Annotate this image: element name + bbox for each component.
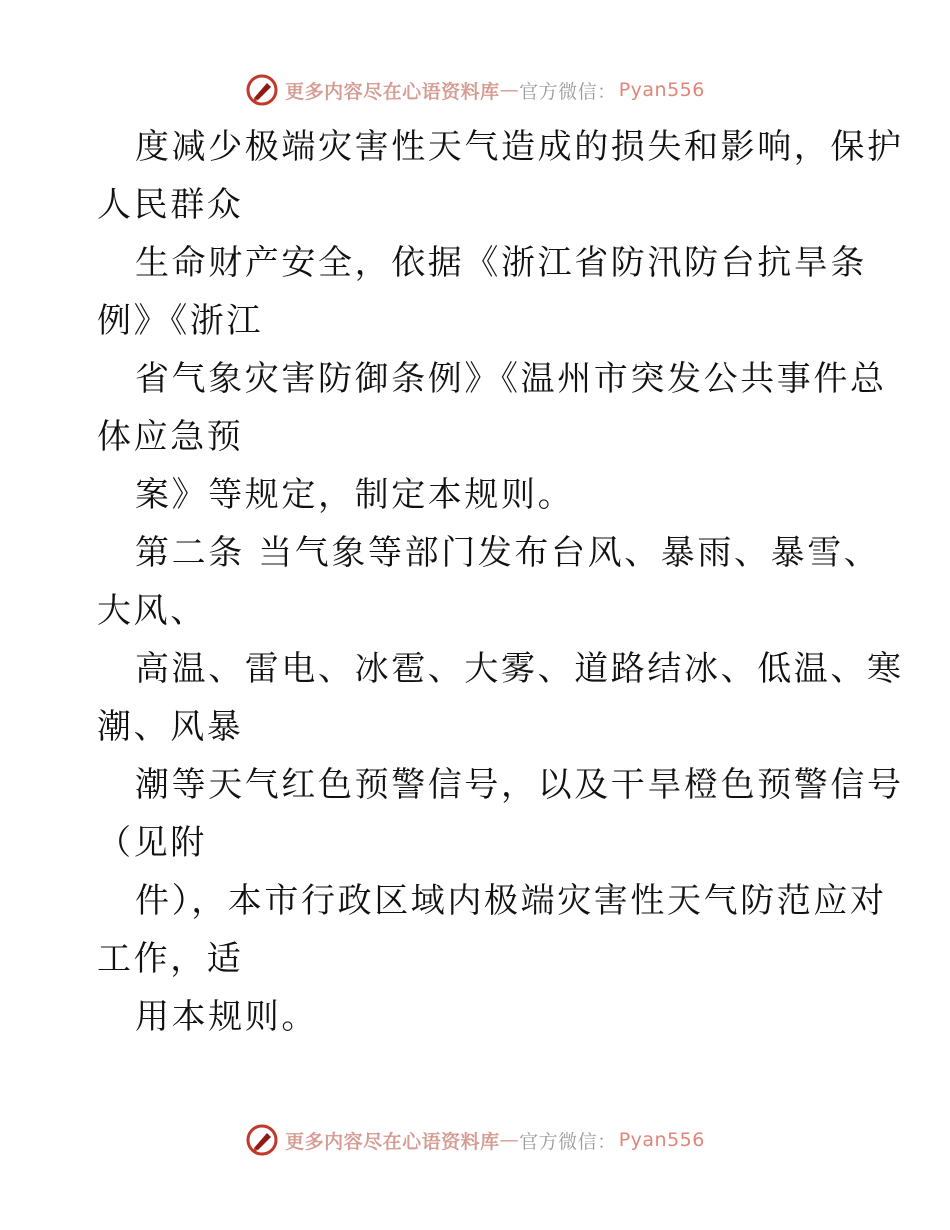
watermark-official-label: 官方微信： <box>519 1130 617 1153</box>
text-line: 高温、雷电、冰雹、大雾、道路结冰、低温、寒 <box>135 649 904 689</box>
text-line: 工作，适 <box>97 939 244 979</box>
pen-logo-icon <box>245 1123 279 1157</box>
document-body <box>97 118 904 1046</box>
text-line: 体应急预 <box>97 417 244 457</box>
text-line: 省气象灾害防御条例》《温州市突发公共事件总 <box>135 359 887 399</box>
text-line: 潮等天气红色预警信号，以及干旱橙色预警信号 <box>135 765 904 805</box>
text-line: 大风、 <box>97 591 207 631</box>
header-watermark <box>0 70 950 110</box>
text-line: （见附 <box>97 823 207 863</box>
watermark-dash: — <box>499 79 520 101</box>
watermark-main-text: 更多内容尽在心语资料库 <box>285 1130 500 1153</box>
footer-watermark <box>0 1120 950 1160</box>
text-line: 人民群众 <box>97 185 244 225</box>
text-line: 潮、风暴 <box>97 707 244 747</box>
text-line: 度减少极端灾害性天气造成的损失和影响，保护 <box>135 127 904 167</box>
watermark-wechat-id: Pyan556 <box>618 79 705 101</box>
text-line: 第二条 当气象等部门发布台风、暴雨、暴雪、 <box>135 533 881 573</box>
watermark-main-text: 更多内容尽在心语资料库 <box>285 80 500 103</box>
watermark-official-label: 官方微信： <box>519 80 617 103</box>
watermark-wechat-id: Pyan556 <box>618 1129 705 1151</box>
text-line: 用本规则。 <box>135 997 318 1037</box>
pen-logo-icon <box>245 73 279 107</box>
watermark-dash: — <box>499 1129 520 1151</box>
text-line: 件），本市行政区域内极端灾害性天气防范应对 <box>135 881 887 921</box>
text-line: 生命财产安全，依据《浙江省防汛防台抗旱条 <box>135 243 867 283</box>
text-line: 案》等规定，制定本规则。 <box>135 475 575 515</box>
text-line: 例》《浙江 <box>97 301 263 341</box>
